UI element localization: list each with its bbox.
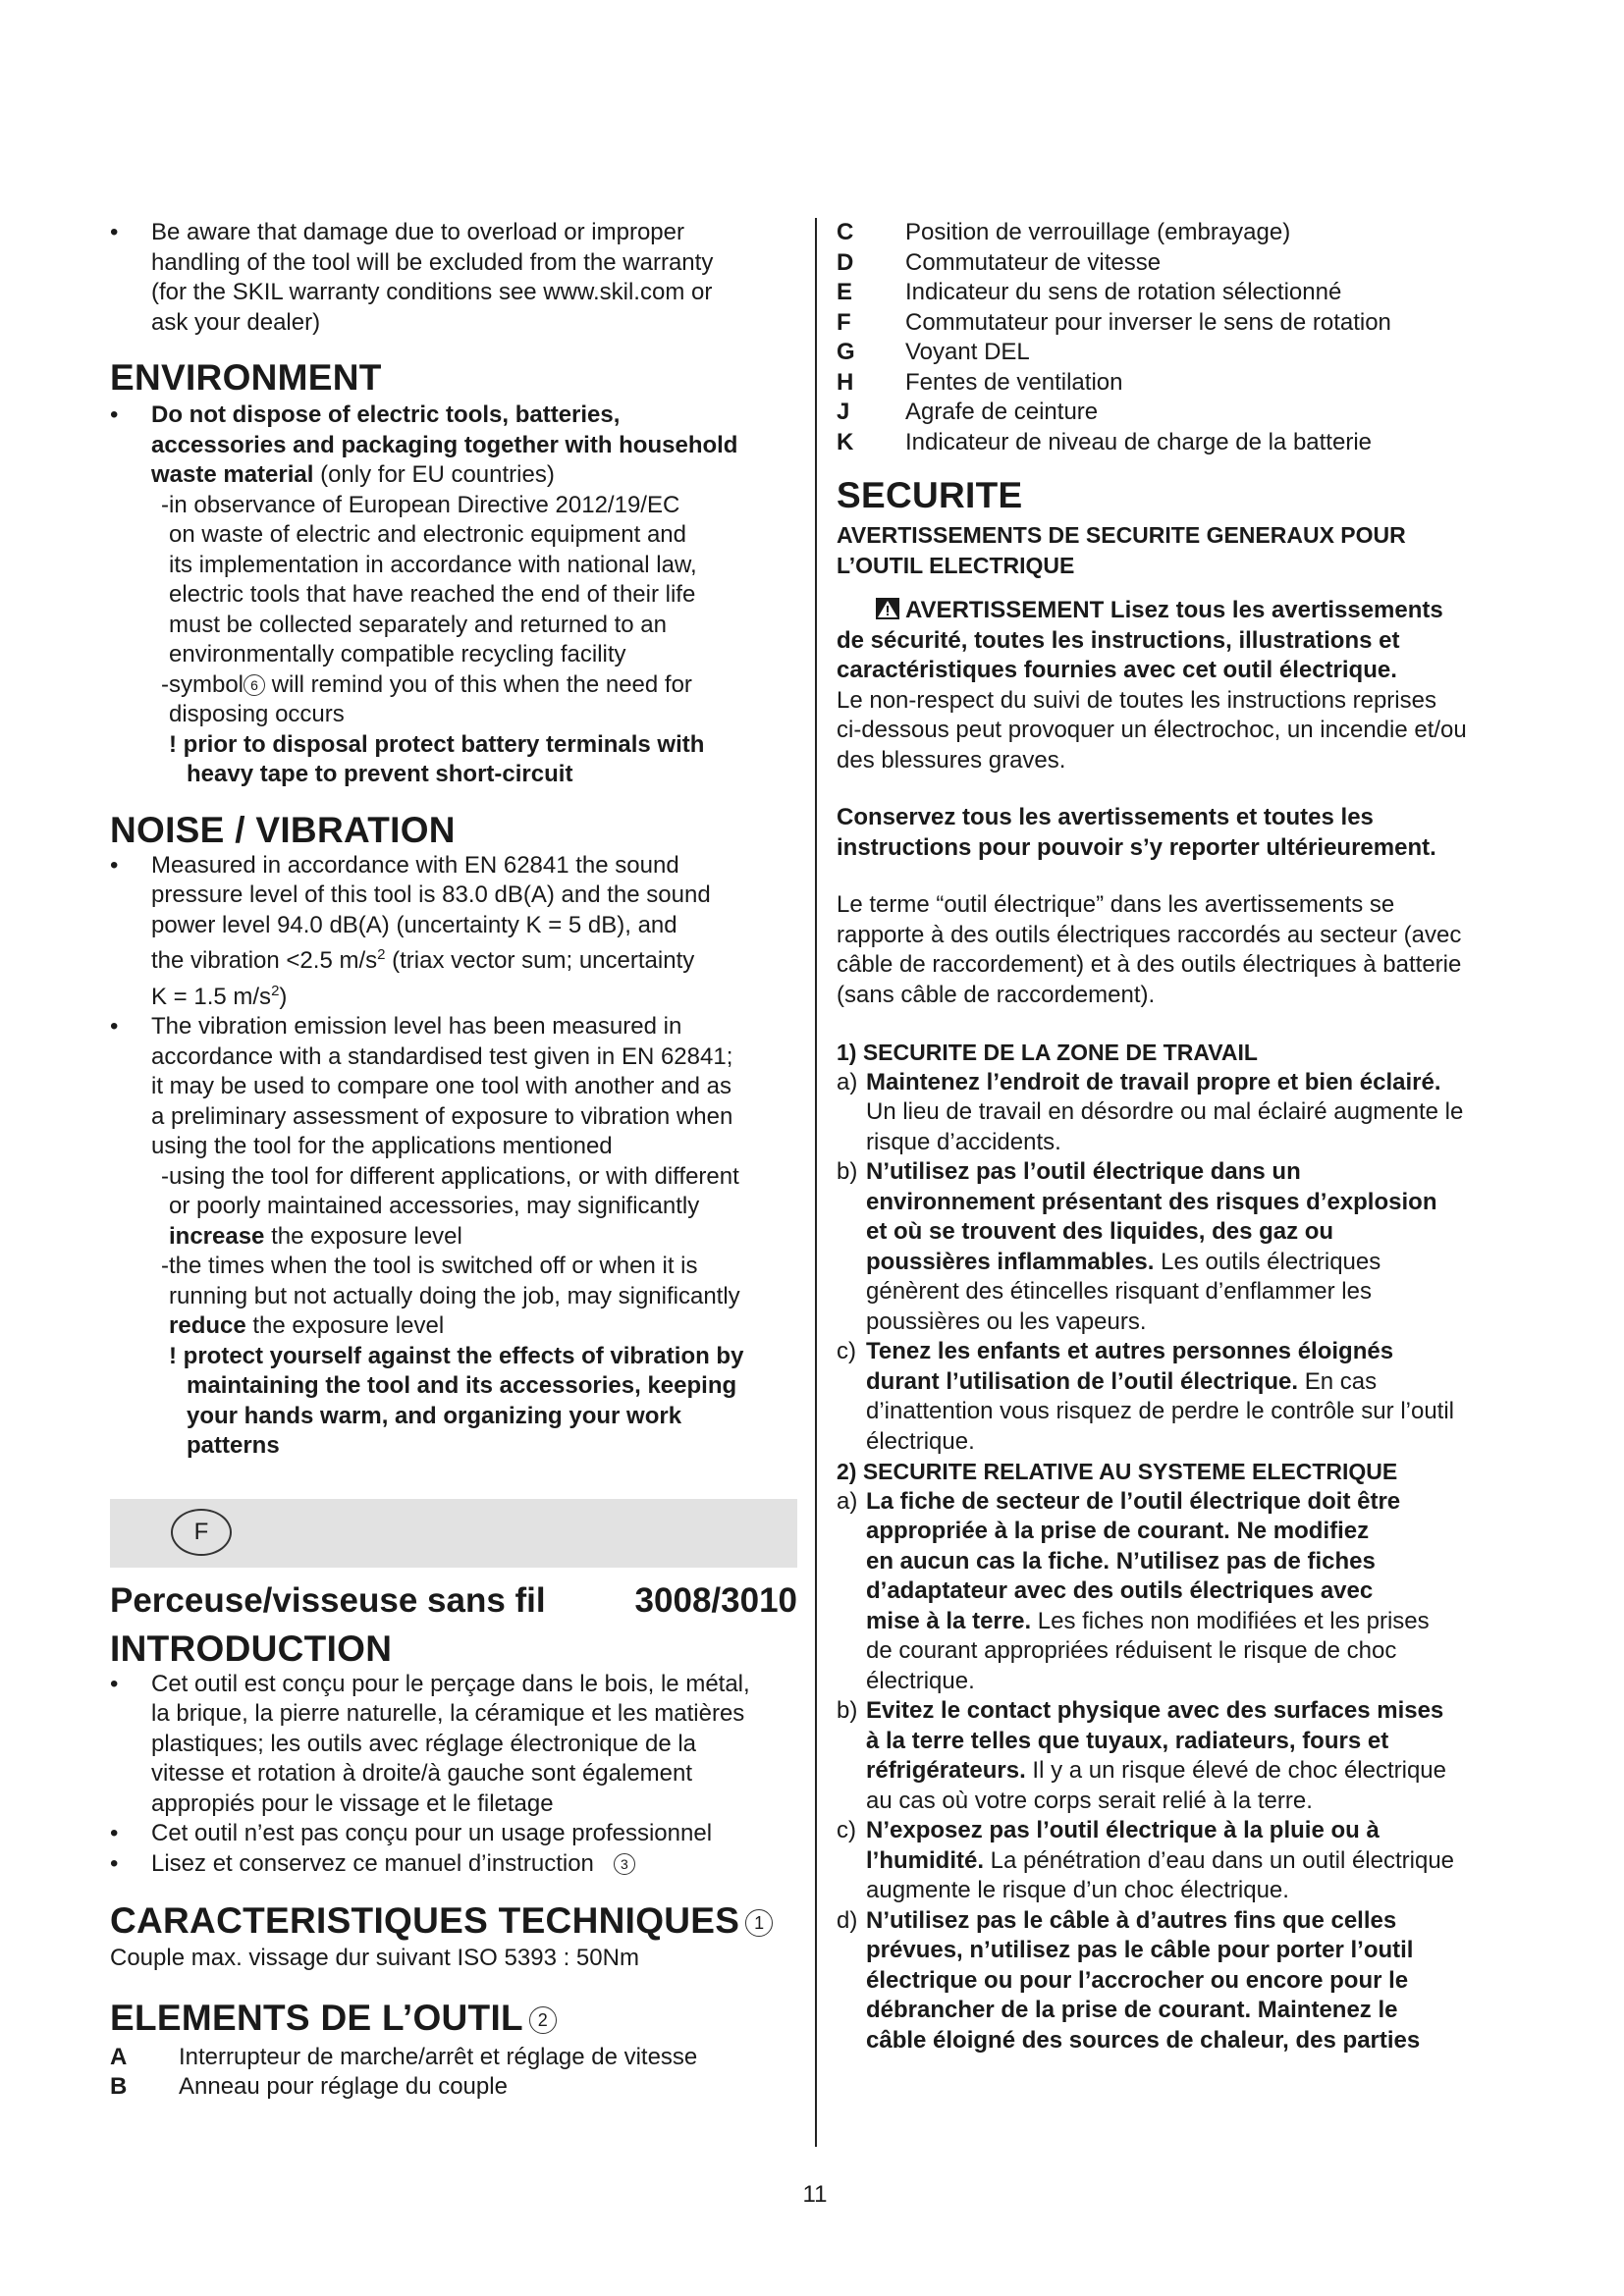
element-key: K (837, 428, 854, 455)
text-line: en aucun cas la fiche. N’utilisez pas de fiches (866, 1547, 1376, 1575)
s2-item-b (837, 1696, 1524, 1816)
text-line: de courant appropriées réduisent le risque de choc (866, 1637, 1397, 1664)
text-line: Un lieu de travail en désordre ou mal éclairé augmente le (866, 1098, 1464, 1125)
text-line: accessories and packaging together with household (151, 431, 738, 458)
text-span: K = 1.5 m/s (151, 983, 272, 1010)
element-text: Position de verrouillage (embrayage) (905, 219, 1291, 245)
text-line: electric tools that have reached the end of their life (169, 581, 696, 608)
product-title (110, 1579, 797, 1623)
text-line: N’utilisez pas l’outil électrique dans un (866, 1158, 1301, 1185)
section-1-heading: 1) SECURITE DE LA ZONE DE TRAVAIL (837, 1040, 1258, 1065)
text-line: risque d’accidents. (866, 1128, 1061, 1155)
text-line: N’utilisez pas le câble à d’autres fins que celles (866, 1906, 1397, 1934)
securite-subheading (837, 520, 1524, 580)
text-span: durant l’utilisation de l’outil électrique. (866, 1367, 1299, 1395)
element-key: B (110, 2073, 128, 2100)
element-item-f (837, 308, 1524, 339)
element-text: Agrafe de ceinture (905, 399, 1099, 425)
text-line: AVERTISSEMENTS DE SECURITE GENERAUX POUR (837, 522, 1406, 548)
conservez-notice (837, 803, 1524, 863)
text-line: La fiche de secteur de l’outil électrique doit être (866, 1487, 1401, 1515)
text-line: your hands warm, and organizing your work (187, 1402, 682, 1429)
text-line: instructions pour pouvoir s’y reporter ultérieurement. (837, 833, 1436, 861)
text-span: -symbol (161, 670, 244, 698)
text-line: rapporte à des outils électriques raccordés au secteur (avec (837, 921, 1462, 948)
figure-ref-3: 3 (614, 1853, 635, 1875)
text-line: Maintenez l’endroit de travail propre et bien éclairé. (866, 1068, 1441, 1095)
element-item-e (837, 278, 1524, 308)
text-span: waste material (151, 461, 314, 488)
item-key: b) (837, 1697, 858, 1724)
text-line: câble éloigné des sources de chaleur, des parties (866, 2026, 1421, 2054)
text-line: • The vibration emission level has been measured in (151, 1013, 682, 1040)
element-item-k (837, 428, 1524, 458)
text-line: Le non-respect du suivi de toutes les instructions reprises (837, 686, 1436, 714)
intro-bullet-3 (110, 1849, 797, 1880)
item-key: a) (837, 1068, 858, 1095)
element-item-a (110, 2043, 797, 2073)
element-key: A (110, 2043, 128, 2070)
torque-spec: Couple max. vissage dur suivant ISO 5393 : 50Nm (110, 1945, 639, 1971)
element-item-g (837, 338, 1524, 368)
text-line: • Cet outil est conçu pour le perçage dans le bois, le métal, (151, 1670, 750, 1697)
text-line: débrancher de la prise de courant. Maintenez le (866, 1997, 1398, 2023)
introduction-heading: INTRODUCTION (110, 1628, 393, 1669)
product-name: Perceuse/visseuse sans fil (110, 1580, 546, 1620)
text-line: running but not actually doing the job, may significantly (169, 1282, 740, 1309)
left-column (110, 218, 797, 2103)
s2-item-d (837, 1906, 1524, 2056)
environment-bullet (110, 400, 797, 491)
element-text: Commutateur pour inverser le sens de rotation (905, 308, 1391, 336)
directive-text (110, 491, 797, 730)
s2-item-c (837, 1816, 1524, 1906)
text-line: de sécurité, toutes les instructions, illustrations et (837, 626, 1400, 654)
warning-triangle-icon (876, 598, 899, 619)
text-line: plastiques; les outils avec réglage électronique de la (151, 1730, 697, 1757)
superscript: 2 (377, 946, 386, 963)
text-line: pressure level of this tool is 83.0 dB(A) and the sound (151, 881, 711, 908)
caracteristiques-heading (110, 1900, 797, 1942)
text-line: heavy tape to prevent short-circuit (187, 761, 573, 787)
text-line: or poorly maintained accessories, may significantly (169, 1193, 700, 1219)
text-line: L’OUTIL ELECTRIQUE (837, 552, 1075, 578)
text-span: (only for EU countries) (313, 461, 555, 488)
vibration-subpoints (110, 1162, 797, 1342)
text-line: au cas où votre corps serait relié à la terre. (866, 1787, 1313, 1814)
text-span: Il y a un risque élevé de choc électrique (1025, 1757, 1446, 1784)
text-line: maintaining the tool and its accessories, keeping (187, 1372, 737, 1399)
element-item-j (837, 398, 1524, 428)
text-span: will remind you of this when the need for (271, 670, 692, 698)
text-line: -the times when the tool is switched off or when it is (161, 1253, 698, 1279)
text-line: poussières ou les vapeurs. (866, 1308, 1147, 1335)
text-span: Les fiches non modifiées et les prises (1031, 1607, 1430, 1634)
text-line: N’exposez pas l’outil électrique à la pluie ou à (866, 1817, 1380, 1843)
figure-ref-6: 6 (244, 674, 265, 696)
s1-item-c (837, 1337, 1524, 1457)
text-line: -in observance of European Directive 2012/19/EC (161, 491, 680, 518)
text-line: électrique. (866, 1427, 975, 1455)
text-line: prévues, n’utilisez pas le câble pour porter l’outil (866, 1937, 1414, 1963)
vibration-warning (110, 1342, 797, 1462)
text-span: réfrigérateurs. (866, 1757, 1026, 1784)
element-key: J (837, 399, 850, 425)
text-line: using the tool for the applications mentioned (151, 1133, 613, 1159)
text-line: appropriée à la prise de courant. Ne modifiez (866, 1518, 1370, 1544)
text-span: mise à la terre. (866, 1607, 1032, 1634)
text-span: (triax vector sum; uncertainty (385, 947, 695, 974)
text-span: La pénétration d’eau dans un outil électrique (984, 1846, 1455, 1874)
element-key: G (837, 339, 855, 365)
element-text: Voyant DEL (905, 339, 1030, 365)
text-line: Le terme “outil électrique” dans les avertissements se (837, 891, 1395, 918)
text-line: its implementation in accordance with national law, (169, 551, 697, 578)
text-span: Les outils électriques (1154, 1248, 1381, 1275)
text-line: caractéristiques fournies avec cet outil électrique. (837, 657, 1397, 683)
element-item-h (837, 368, 1524, 399)
s1-item-a (837, 1068, 1524, 1158)
text-span: the exposure level (264, 1222, 462, 1250)
terme-definition (837, 890, 1524, 1010)
text-line: • Be aware that damage due to overload or improper (151, 219, 684, 245)
element-text: Commutateur de vitesse (905, 248, 1162, 276)
text-line: d’adaptateur avec des outils électriques avec (866, 1577, 1374, 1604)
figure-ref-1: 1 (745, 1909, 773, 1937)
text-line: disposing occurs (169, 701, 345, 727)
text-line: à la terre telles que tuyaux, radiateurs, fours et (866, 1727, 1389, 1754)
text-line: ci-dessous peut provoquer un électrochoc, un incendie et/ou (837, 717, 1467, 743)
element-text: Indicateur de niveau de charge de la batterie (905, 428, 1372, 455)
text-line: et où se trouvent des liquides, des gaz ou (866, 1218, 1334, 1245)
text-line: électrique. (866, 1667, 975, 1694)
text-span: the exposure level (245, 1312, 445, 1339)
element-key: H (837, 368, 854, 396)
text-span: En cas (1298, 1367, 1378, 1395)
item-key: c) (837, 1817, 856, 1843)
heading-text: CARACTERISTIQUES TECHNIQUES (110, 1900, 740, 1941)
text-span: the vibration <2.5 m/s (151, 947, 378, 974)
text-line: Conservez tous les avertissements et toutes les (837, 804, 1374, 830)
element-key: E (837, 279, 853, 305)
text-line: must be collected separately and returned to an (169, 611, 667, 638)
text-line: vitesse et rotation à droite/à gauche sont également (151, 1760, 693, 1787)
text-line: (for the SKIL warranty conditions see www.skil.com or (151, 279, 713, 305)
product-model: 3008/3010 (634, 1580, 797, 1620)
intro-bullet-1 (110, 1670, 797, 1820)
element-item-d (837, 248, 1524, 279)
text-line: génèrent des étincelles risquant d’enflammer les (866, 1278, 1372, 1305)
disposal-warning (110, 730, 797, 790)
item-key: d) (837, 1906, 858, 1934)
item-key: c) (837, 1338, 856, 1364)
superscript: 2 (271, 982, 280, 999)
text-line: on waste of electric and electronic equipment and (169, 521, 686, 548)
text-line: environnement présentant des risques d’explosion (866, 1188, 1437, 1215)
general-warning (837, 596, 1524, 775)
elements-heading (110, 1998, 797, 2039)
text-line: la brique, la pierre naturelle, la céramique et les matières (151, 1700, 745, 1727)
environment-heading: ENVIRONMENT (110, 357, 382, 398)
text-line: Tenez les enfants et autres personnes éloignés (866, 1338, 1394, 1364)
warranty-bullet (110, 218, 797, 338)
item-key: b) (837, 1158, 858, 1185)
heading-text: ELEMENTS DE L’OUTIL (110, 1997, 523, 2038)
element-item-b (110, 2072, 797, 2103)
figure-ref-2: 2 (529, 2006, 557, 2034)
element-text: Fentes de ventilation (905, 368, 1123, 396)
text-span: reduce (169, 1312, 246, 1339)
text-line: a preliminary assessment of exposure to vibration when (151, 1102, 733, 1130)
text-span: AVERTISSEMENT Lisez tous les avertissements (905, 597, 1443, 623)
element-key: D (837, 248, 854, 276)
text-line: électrique ou pour l’accrocher ou encore pour le (866, 1966, 1409, 1994)
noise-bullet-2 (110, 1012, 797, 1162)
language-bar (110, 1499, 797, 1568)
noise-heading: NOISE / VIBRATION (110, 809, 456, 850)
text-span: increase (169, 1222, 265, 1250)
text-line: d’inattention vous risquez de perdre le contrôle sur l’outil (866, 1398, 1455, 1424)
language-badge: F (171, 1509, 232, 1556)
text-line: appropiés pour le vissage et le filetage (151, 1789, 554, 1817)
element-key: F (837, 308, 851, 336)
item-key: a) (837, 1487, 858, 1515)
page-number: 11 (802, 2181, 828, 2208)
intro-bullet-2: • Cet outil n’est pas conçu pour un usage professionnel (110, 1819, 797, 1849)
section-2-heading: 2) SECURITE RELATIVE AU SYSTEME ELECTRIQUE (837, 1459, 1398, 1484)
text-line: it may be used to compare one tool with another and as (151, 1073, 732, 1099)
text-line: handling of the tool will be excluded from the warranty (151, 248, 714, 276)
s1-item-b (837, 1157, 1524, 1337)
text-line: des blessures graves. (837, 746, 1066, 774)
element-item-c (837, 218, 1524, 248)
securite-heading: SECURITE (837, 475, 1023, 515)
noise-bullet-1 (110, 851, 797, 1013)
element-text: Interrupteur de marche/arrêt et réglage de vitesse (179, 2043, 698, 2070)
text-span: poussières inflammables. (866, 1248, 1155, 1275)
text-line: Evitez le contact physique avec des surfaces mises (866, 1697, 1444, 1724)
text-line: power level 94.0 dB(A) (uncertainty K = 5 dB), and (151, 911, 677, 938)
text-line: • Do not dispose of electric tools, batteries, (151, 401, 621, 428)
text-line: (sans câble de raccordement). (837, 981, 1156, 1008)
text-line: câble de raccordement) et à des outils électriques à batterie (837, 951, 1462, 978)
text-line: ! protect yourself against the effects of vibration by (169, 1342, 744, 1369)
text-line: accordance with a standardised test given in EN 62841; (151, 1042, 733, 1070)
text-line: ! prior to disposal protect battery terminals with (169, 730, 705, 758)
element-text: Anneau pour réglage du couple (179, 2073, 508, 2100)
text-span: ) (279, 983, 288, 1010)
s2-item-a (837, 1487, 1524, 1697)
text-line: • Measured in accordance with EN 62841 the sound (151, 851, 679, 879)
text-line: augmente le risque d’un choc électrique. (866, 1877, 1289, 1903)
text-line: environmentally compatible recycling facility (169, 641, 626, 667)
text-line: patterns (187, 1432, 280, 1459)
element-text: Indicateur du sens de rotation sélectionné (905, 279, 1342, 305)
text-span: l’humidité. (866, 1846, 984, 1874)
column-divider (815, 218, 817, 2147)
text-line: ask your dealer) (151, 308, 321, 336)
element-key: C (837, 219, 854, 245)
right-column (837, 218, 1524, 2056)
text-line: -using the tool for different applications, or with different (161, 1162, 739, 1190)
text-span: Lisez et conservez ce manuel d’instruction (151, 1849, 594, 1877)
